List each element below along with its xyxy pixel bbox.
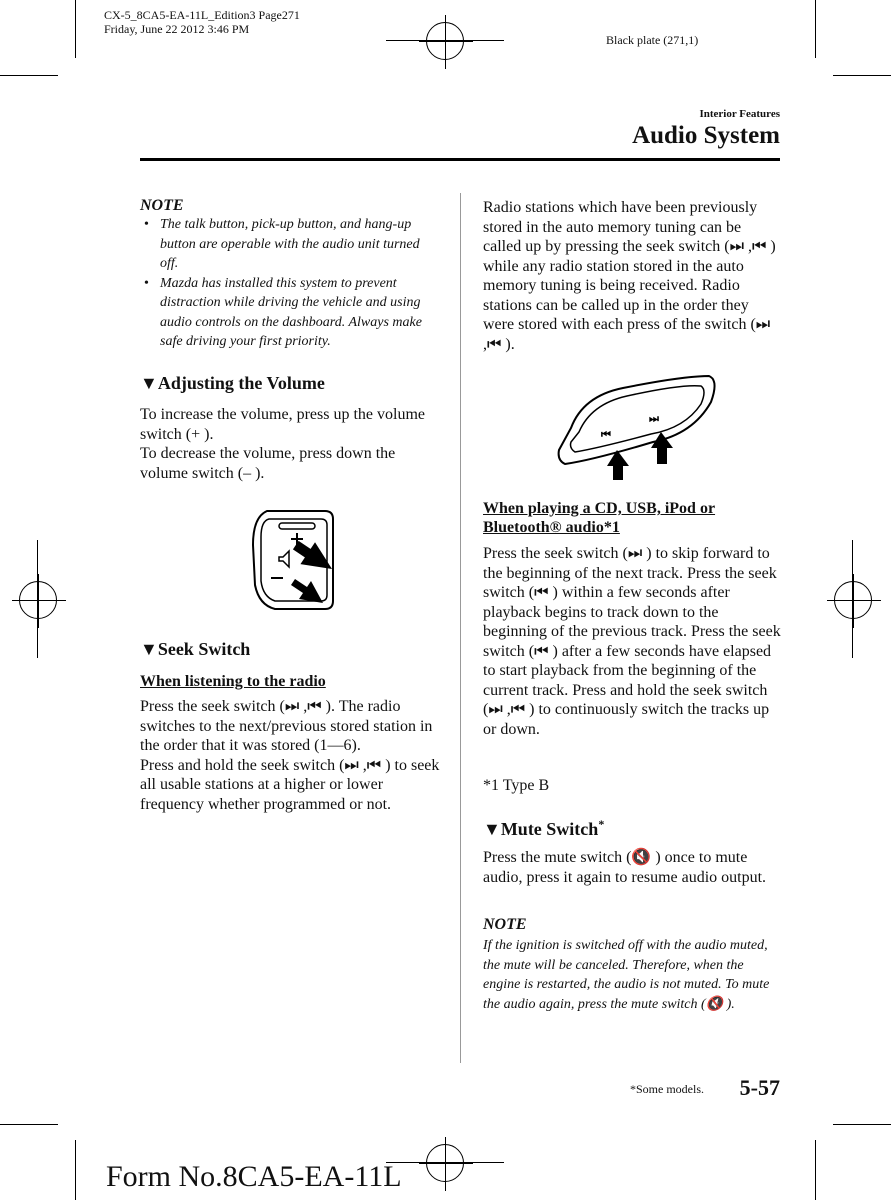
- note-list: [140, 215, 440, 352]
- mute-heading: [483, 817, 604, 840]
- cd-subheading-line-1: When playing a CD, USB, iPod or: [483, 500, 716, 517]
- mute-paragraph: Press the mute switch (🔇 ) once to mute audio, press it again to resume audio output.: [483, 849, 767, 886]
- volume-increase-text: To increase the volume, press up the volume switch (+ ).: [140, 406, 426, 443]
- crop-mark: [75, 0, 76, 58]
- crop-mark: [0, 1124, 58, 1125]
- crop-mark: [815, 0, 816, 58]
- volume-switch-figure: [245, 505, 345, 613]
- section-label: Interior Features: [699, 108, 780, 120]
- auto-memory-paragraph: Radio stations which have been previously stored in the auto memory tuning can be called up by pressing the seek switch (⏭ ,⏮ ) while any radio station stored in the auto memory tuning is being received. Radio stations can be called up in the order they were stored with each press of the switch (⏭ ,⏮ ).: [483, 199, 776, 353]
- crop-mark: [833, 1124, 891, 1125]
- seek-heading: ▼Seek Switch: [140, 639, 251, 659]
- seek-next-icon: ⏭: [649, 412, 659, 425]
- print-file-line: CX-5_8CA5-EA-11L_Edition3 Page271: [104, 8, 300, 22]
- header-rule: [140, 158, 780, 161]
- note-item: • Mazda has installed this system to prevent distraction while driving the vehicle and using audio controls on the dashboard. Always make safe driving your first priority.: [140, 274, 440, 352]
- crop-mark: [0, 75, 58, 76]
- print-plate: Black plate (271,1): [606, 33, 699, 47]
- form-number: Form No.8CA5-EA-11L: [106, 1160, 402, 1193]
- mute-heading-star: *: [598, 817, 605, 831]
- some-models-note: *Some models.: [630, 1082, 704, 1096]
- seek-prev-icon: ⏮: [601, 428, 611, 441]
- registration-mark-icon: [834, 581, 872, 619]
- cd-subheading-line-2: Bluetooth® audio*1: [483, 519, 620, 536]
- page-number: 5-57: [739, 1075, 780, 1100]
- crop-mark: [75, 1140, 76, 1200]
- crop-mark: [815, 1140, 816, 1200]
- page-title: Audio System: [632, 122, 780, 149]
- footnote: *1 Type B: [483, 777, 550, 794]
- left-column: [140, 197, 440, 352]
- radio-subheading: When listening to the radio: [140, 673, 326, 690]
- crop-mark: [833, 75, 891, 76]
- volume-text: [140, 405, 440, 483]
- cd-paragraph: Press the seek switch (⏭ ) to skip forward to the beginning of the next track. Press the seek switch (⏮ ) within a few seconds after playback begins to track down to the beginning of the previous track. Press the seek switch (⏮ ) after a few seconds have elapsed to start playback from the beginning of the current track. Press and hold the seek switch (⏭ ,⏮ ) to continuously switch the tracks up or down.: [483, 545, 781, 738]
- registration-mark-icon: [19, 581, 57, 619]
- seek-switch-figure: [553, 372, 719, 482]
- speaker-icon: [279, 551, 289, 567]
- mute-note-text: If the ignition is switched off with the audio muted, the mute will be canceled. Therefore, when the engine is restarted, the audio is not muted. To mute the audio again, press the mute switch (🔇 ).: [483, 938, 770, 1012]
- print-date-line: Friday, June 22 2012 3:46 PM: [104, 22, 250, 36]
- registration-mark-icon: [426, 22, 464, 60]
- radio-paragraph-2: Press and hold the seek switch (⏭ ,⏮ ) to seek all usable stations at a higher or lower frequency whether programmed or not.: [140, 756, 440, 813]
- column-divider: [460, 193, 461, 1063]
- mute-heading-text: ▼Mute Switch: [483, 819, 599, 839]
- note-heading: NOTE: [140, 197, 184, 214]
- radio-paragraph-1: Press the seek switch (⏭ ,⏮ ). The radio switches to the next/previous stored station in the order that it was stored (1—6).: [140, 698, 433, 754]
- cd-subheading: [483, 499, 715, 537]
- volume-decrease-text: To decrease the volume, press down the volume switch (– ).: [140, 445, 396, 482]
- mute-note-heading: NOTE: [483, 916, 527, 933]
- volume-heading: ▼Adjusting the Volume: [140, 373, 325, 393]
- radio-text: [140, 697, 440, 814]
- registration-mark-icon: [426, 1144, 464, 1182]
- note-item: • The talk button, pick-up button, and hang-up button are operable with the audio unit turned off.: [140, 215, 440, 274]
